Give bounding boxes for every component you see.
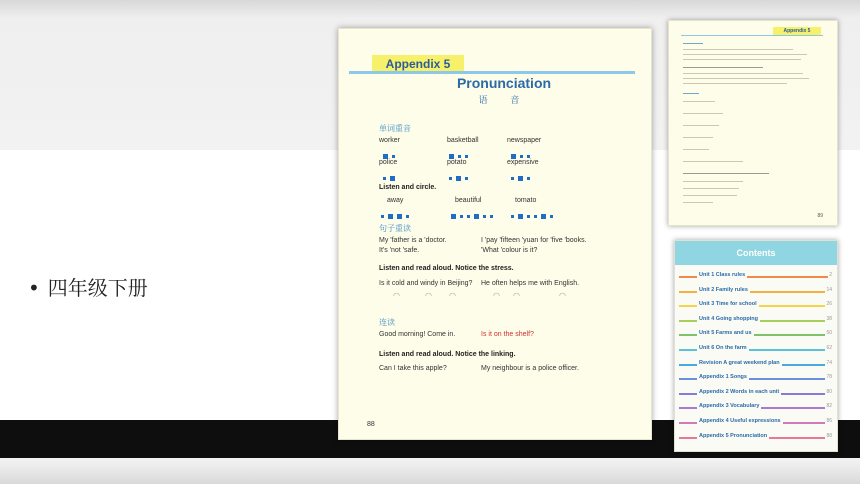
linking-sentence-3: Can I take this apple? <box>379 365 447 372</box>
circle-word-beautiful: beautiful <box>455 197 482 204</box>
thumb-line <box>683 181 743 182</box>
contents-row-page: 86 <box>826 418 832 424</box>
stress-marks <box>449 146 472 152</box>
contents-row-label: Appendix 4 Useful expressions <box>699 418 781 424</box>
textbook-page-89-thumbnail <box>668 20 838 226</box>
contents-row-page: 80 <box>826 388 832 395</box>
thumb-line <box>683 161 743 162</box>
contents-row[interactable] <box>679 346 833 354</box>
stress-marks <box>381 206 413 212</box>
contents-title: Contents <box>675 241 837 265</box>
circle-word-away: away <box>387 197 404 204</box>
word-basketball: basketball <box>447 137 479 144</box>
word-expensive: expensive <box>507 159 539 166</box>
thumb-line <box>683 202 713 203</box>
thumb-line <box>683 49 793 50</box>
question-1: Is it cold and windy in Beijing? <box>379 280 473 287</box>
contents-row-page: 88 <box>826 432 832 439</box>
contents-row[interactable] <box>679 331 833 339</box>
contents-row[interactable] <box>679 273 833 281</box>
thumb-line <box>683 149 709 150</box>
stress-marks <box>451 206 497 212</box>
word-potato: potato <box>447 159 467 166</box>
contents-row-page: 2 <box>829 272 832 278</box>
sentence-1b: It's 'not 'safe. <box>379 247 420 254</box>
stress-marks <box>511 168 534 174</box>
contents-row-page: 74 <box>826 359 832 366</box>
thumb-line <box>683 83 787 84</box>
linking-sentence-4: My neighbour is a police officer. <box>481 365 579 372</box>
contents-row[interactable] <box>679 375 833 383</box>
thumb-line <box>683 73 803 74</box>
linking-sentence-2: Is it on the shelf? <box>481 331 534 338</box>
contents-row-label: Unit 3 Time for school <box>699 301 757 308</box>
listen-circle-heading: Listen and circle. <box>379 184 437 191</box>
stress-marks <box>449 168 472 174</box>
thumb-line <box>683 59 801 60</box>
page-subtitle: 语 音 <box>478 96 530 106</box>
contents-row-label: Unit 2 Family rules <box>699 286 748 293</box>
textbook-page-88 <box>338 28 652 440</box>
circle-word-tomato: tomato <box>515 197 537 204</box>
thumb-line <box>683 54 807 55</box>
stress-marks <box>383 146 399 152</box>
contents-row[interactable] <box>679 390 833 398</box>
contents-row[interactable] <box>679 288 833 296</box>
sentence-2b: 'What 'colour is it? <box>481 247 538 254</box>
contents-row-label: Unit 6 On the farm <box>699 345 747 351</box>
section-word-stress: 单词重音 <box>379 124 411 133</box>
thumb-line <box>683 93 699 94</box>
question-2: He often helps me with English. <box>481 280 580 287</box>
footer-band <box>0 458 860 484</box>
sound-icon: ◠ <box>393 291 400 300</box>
contents-row-label: Appendix 2 Words in each unit <box>699 388 780 395</box>
contents-row-page: 62 <box>826 345 832 351</box>
section-sentence-stress: 句子重读 <box>379 224 411 233</box>
sound-icon: ◠ <box>449 291 456 300</box>
listen-linking-heading: Listen and read aloud. Notice the linking. <box>379 351 516 358</box>
contents-row[interactable] <box>679 302 833 310</box>
bullet-item <box>28 272 148 301</box>
page-title: Pronunciation <box>456 75 552 91</box>
thumb-appendix-badge: Appendix 5 <box>773 27 821 35</box>
contents-row[interactable] <box>679 404 833 412</box>
appendix-badge: Appendix 5 <box>372 55 464 73</box>
thumb-line <box>683 67 763 68</box>
contents-row-page: 14 <box>826 286 832 293</box>
word-police: police <box>379 159 398 166</box>
thumb-rule <box>681 35 823 36</box>
contents-row-page: 78 <box>826 374 832 381</box>
contents-row[interactable] <box>679 434 833 442</box>
contents-row[interactable] <box>679 361 833 369</box>
sound-icon: ◠ <box>493 291 500 300</box>
sound-icon: ◠ <box>559 291 566 300</box>
stress-marks <box>383 168 399 174</box>
contents-row-page: 38 <box>826 315 832 322</box>
thumb-line <box>683 137 713 138</box>
sound-icon: ◠ <box>425 291 432 300</box>
bullet-dot-icon: • <box>28 276 40 300</box>
sentence-1a: My 'father is a 'doctor. <box>379 237 447 244</box>
contents-row-page: 26 <box>826 301 832 308</box>
contents-row-page: 82 <box>826 403 832 410</box>
thumb-line <box>683 173 769 174</box>
thumb-line <box>683 195 737 196</box>
contents-row-label: Appendix 5 Pronunciation <box>699 432 768 439</box>
sound-icon: ◠ <box>513 291 520 300</box>
contents-row-label: Unit 4 Going shopping <box>699 315 758 322</box>
contents-row-page: 50 <box>826 330 832 337</box>
thumb-line <box>683 188 739 189</box>
word-newspaper: newspaper <box>507 137 542 144</box>
stress-marks <box>511 206 557 212</box>
contents-row-label: Unit 5 Farms and us <box>699 330 752 337</box>
thumb-line <box>683 43 703 44</box>
thumb-line <box>683 125 719 126</box>
contents-row[interactable] <box>679 317 833 325</box>
linking-sentence-1: Good morning! Come in. <box>379 331 456 338</box>
word-worker: worker <box>379 137 401 144</box>
thumb-line <box>683 113 723 114</box>
thumb-page-number: 89 <box>817 213 823 219</box>
section-linking: 连读 <box>379 318 395 327</box>
page-number: 88 <box>367 421 375 428</box>
bullet-text: 四年级下册 <box>47 276 148 300</box>
contents-card <box>674 240 838 452</box>
listen-stress-heading: Listen and read aloud. Notice the stress. <box>379 265 514 272</box>
thumb-line <box>683 101 715 102</box>
thumb-line <box>683 78 809 79</box>
contents-row[interactable] <box>679 419 833 427</box>
contents-row-label: Revision A great weekend plan <box>699 359 780 366</box>
contents-row-label: Appendix 3 Vocabulary <box>699 403 760 410</box>
appendix-rule <box>349 71 635 74</box>
contents-row-label: Unit 1 Class rules <box>699 272 746 278</box>
stress-marks <box>511 146 534 152</box>
contents-row-label: Appendix 1 Songs <box>699 374 747 381</box>
sentence-2a: I 'pay 'fifteen 'yuan for 'five 'books. <box>481 237 587 244</box>
